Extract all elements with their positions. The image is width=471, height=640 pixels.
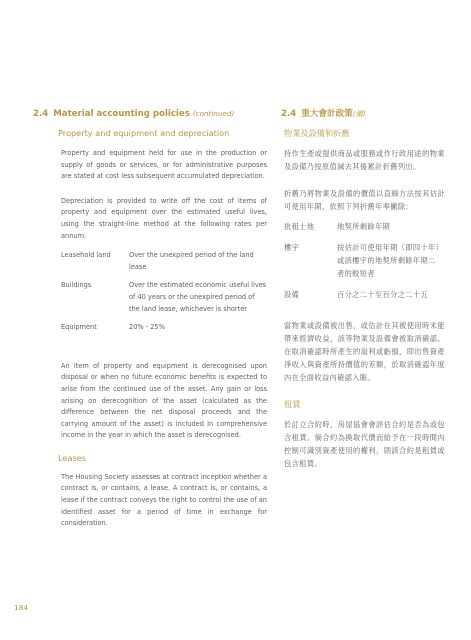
paragraph-leases: The Housing Society assesses at contract inception whether a contract is, or contains, a lease. A contract is, or contains, a lease if the contract conveys the right to control the use of an identified asset for a period of time in exchange for consideration. [61, 472, 267, 528]
rate-asset: Leasehold land [61, 251, 111, 260]
paragraph-derecognition-zh: 當物業或設備被出售，或估計在其被使用時未能帶來經濟收益，該等物業及設備會被取消確認。在取消確認時所產生的溢利或虧損，即出售資產淨收入與資產所持價值的差額，於取消確認年度內在全面收益內確認入賬。 [284, 321, 445, 382]
section-heading [33, 107, 267, 121]
section-heading-zh [281, 107, 445, 121]
table-row [284, 288, 443, 309]
table-row [284, 241, 443, 288]
table-row [61, 322, 267, 341]
subheading-leases-zh: 租賃 [284, 399, 301, 409]
paragraph-depreciation-zh: 折舊乃將物業及設備的價值以直線方法按其估計可使用年期，依照下列折舊年率撇除： [284, 189, 445, 211]
chinese-column [281, 107, 445, 470]
rate-value: 20% - 25% [129, 323, 165, 332]
rate-asset-zh: 設備 [284, 290, 300, 299]
subheading-ppe-zh: 物業及設備和折舊 [284, 128, 350, 138]
subheading-ppe: Property and equipment and depreciation [58, 128, 230, 138]
rate-value: Over the estimated economic useful lives of 40 years or the unexpired period of the land lease, whichever is shorter [129, 281, 267, 313]
rate-value-zh: 地契所剩餘年期 [337, 222, 391, 231]
table-row [61, 250, 267, 280]
depreciation-rates-table [61, 250, 267, 341]
section-number: 2.4 [33, 109, 49, 119]
continued-label: (continued) [192, 109, 235, 118]
rate-value-zh: 百分之二十至百分之二十五 [337, 290, 429, 299]
section-number-zh: 2.4 [281, 109, 297, 119]
rate-value-zh: 按估計可使用年期（即四十年）或該樓宇的地契所剩餘年期二者的較短者 [337, 243, 440, 278]
table-row [61, 280, 267, 322]
rate-asset-zh: 樓宇 [284, 243, 300, 252]
section-title: Material accounting policies [53, 109, 190, 119]
paragraph-ppe-held: Property and equipment held for use in the production or supply of goods or services, or for administrative purposes are stated at cost less subsequent accumulated depreciation. [61, 149, 267, 181]
subheading-leases: Leases [58, 452, 87, 463]
paragraph-leases-zh: 於訂立合約時，房屋協會會評估合約是否為或包含租賃。倘合約為換取代價而給予在一段時間內控制可識別資產使用的權利，則該合約是租賃或包含租賃。 [284, 420, 445, 468]
continued-label-zh: (續) [352, 109, 366, 118]
table-row [284, 220, 443, 241]
rate-value: Over the unexpired period of the land lease [129, 251, 254, 271]
paragraph-derecognition: An item of property and equipment is derecognised upon disposal or when no future economic benefits is expected to arise from the continued use of the asset. Any gain or loss arising on derecognition of the asset (calculated as the difference between the net disposal proceeds and the carrying amount of the asset) is included in comprehensive income in the year in which the asset is derecognised. [61, 361, 267, 440]
rate-asset: Equipment [61, 323, 97, 332]
rate-asset-zh: 批租土地 [284, 222, 315, 231]
paragraph-ppe-held-zh: 持作生產或提供商品或服務或作行政用途的物業及設備乃按原值減去其後累計折舊列出。 [284, 149, 445, 171]
paragraph-depreciation: Depreciation is provided to write off the cost of items of property and equipment over the estimated useful lives, using the straight-line method at the following rates per annum: [61, 196, 267, 240]
rate-asset: Buildings [61, 281, 92, 290]
english-column [33, 107, 267, 530]
depreciation-rates-table-zh [284, 220, 443, 309]
section-title-zh: 重大會計政策 [301, 109, 353, 119]
page-number: 184 [14, 603, 29, 612]
